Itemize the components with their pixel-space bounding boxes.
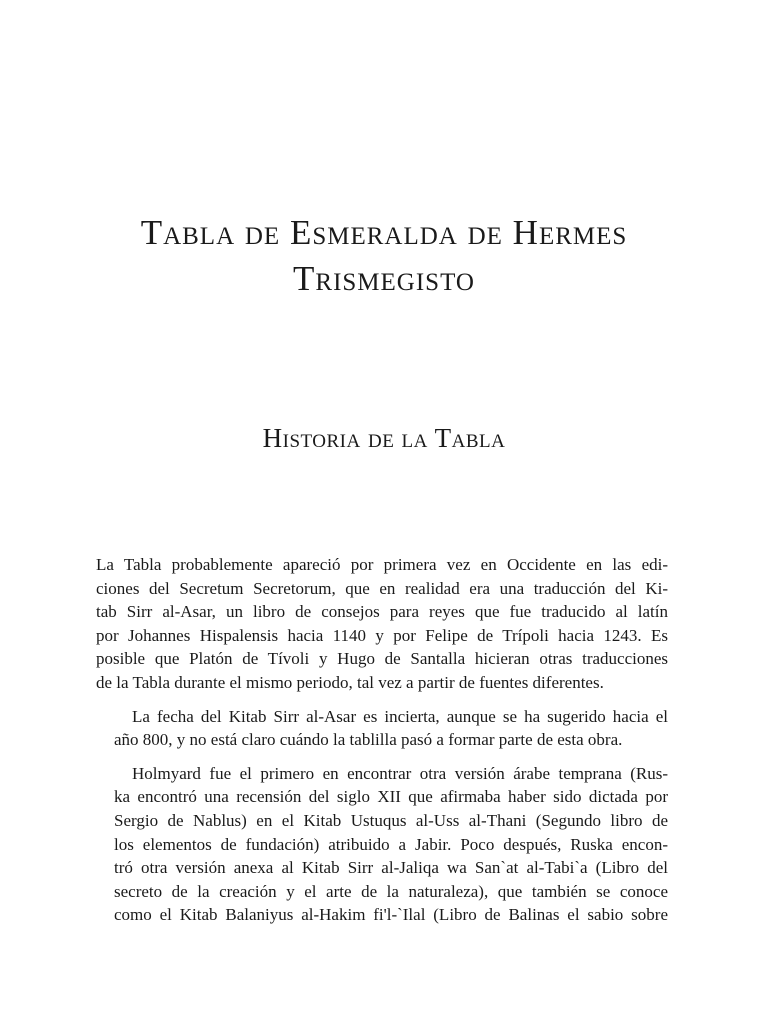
paragraph-2 xyxy=(96,705,668,752)
text-line: Holmyard fue el primero en encontrar otra versión árabe temprana (Rus- xyxy=(132,763,668,783)
text-line: secreto de la creación y el arte de la naturaleza), que también se conoce xyxy=(114,881,668,901)
text-line: de la Tabla durante el mismo periodo, tal vez a partir de fuentes diferentes. xyxy=(96,672,604,692)
section-heading: Historia de la Tabla xyxy=(262,423,506,453)
body-text xyxy=(96,553,668,937)
title-line-2: Trismegisto xyxy=(293,259,475,298)
paragraph-1 xyxy=(96,553,668,695)
paragraph-3 xyxy=(96,762,668,927)
text-line: tró otra versión anexa al Kitab Sirr al-Jaliqa wa San`at al-Tabi`a (Libro del xyxy=(114,858,668,878)
text-line: Sergio de Nablus) en el Kitab Ustuqus al-Uss al-Thani (Segundo libro de xyxy=(114,810,668,830)
text-line: como el Kitab Balaniyus al-Hakim fi'l-`Ilal (Libro de Balinas el sabio sobre xyxy=(114,905,668,925)
text-line: año 800, y no está claro cuándo la tablilla pasó a formar parte de esta obra. xyxy=(114,730,623,750)
text-line: ka encontró una recensión del siglo XII que afirmaba haber sido dictada por xyxy=(114,787,668,807)
text-line: ciones del Secretum Secretorum, que en realidad era una traducción del Ki- xyxy=(96,578,668,598)
text-line: los elementos de fundación) atribuido a Jabir. Poco después, Ruska encon- xyxy=(114,834,668,854)
text-line: tab Sirr al-Asar, un libro de consejos para reyes que fue traducido al latín xyxy=(96,602,668,622)
text-line: La fecha del Kitab Sirr al-Asar es incierta, aunque se ha sugerido hacia el xyxy=(132,706,668,726)
text-line: La Tabla probablemente apareció por primera vez en Occidente en las edi- xyxy=(96,555,668,574)
document-title xyxy=(0,210,768,302)
title-line-1: Tabla de Esmeralda de Hermes xyxy=(140,213,628,252)
text-line: posible que Platón de Tívoli y Hugo de Santalla hicieran otras traducciones xyxy=(96,649,668,669)
text-line: por Johannes Hispalensis hacia 1140 y por Felipe de Trípoli hacia 1243. Es xyxy=(96,625,668,645)
